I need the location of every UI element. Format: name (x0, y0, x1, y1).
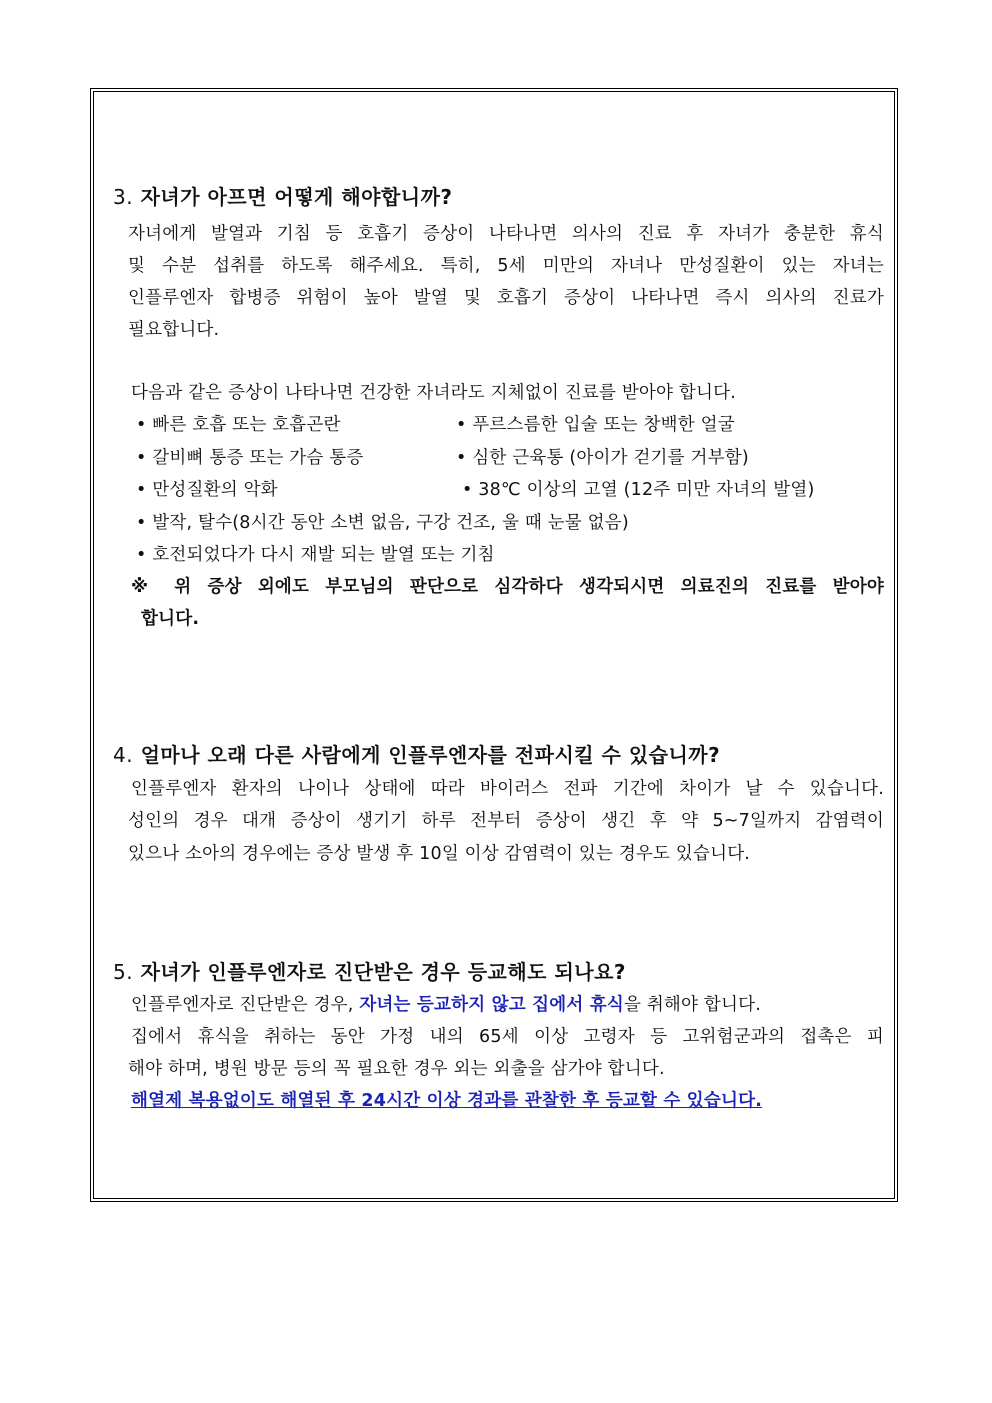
symptom-item: • 발작, 탈수(8시간 동안 소변 없음, 구강 건조, 울 때 눈물 없음) (136, 513, 629, 533)
section4-title: 얼마나 오래 다른 사람에게 인플루엔자를 전파시킬 수 있습니까? (140, 743, 721, 767)
symptom-item: • 갈비뼈 통증 또는 가슴 통증 (136, 448, 364, 468)
section3-line-4: 필요합니다. (128, 320, 220, 340)
symptom-item: • 심한 근육통 (아이가 걷기를 거부함) (456, 448, 749, 468)
section4-heading (113, 739, 720, 768)
section5-title: 자녀가 인플루엔자로 진단받은 경우 등교해도 되나요? (140, 960, 627, 984)
symptom-item: • 38℃ 이상의 고열 (12주 미만 자녀의 발열) (462, 480, 815, 500)
section3-number: 3. (113, 185, 134, 209)
section4-line-2: 성인의 경우 대개 증상이 생기기 하루 전부터 증상이 생긴 후 약 5~7일까지 감염력이 (128, 811, 884, 831)
section5-line-1-suffix: 을 취해야 합니다. (623, 995, 761, 1015)
note-line-2: 합니다. (141, 609, 200, 629)
section5-line-3: 해야 하며, 병원 방문 등의 꼭 필요한 경우 외는 외출을 삼가야 합니다. (128, 1059, 665, 1079)
section5-heading (113, 956, 626, 985)
symptoms-intro: 다음과 같은 증상이 나타나면 건강한 자녀라도 지체없이 진료를 받아야 합니다. (131, 383, 736, 403)
section5-closing-notice: 해열제 복용없이도 해열된 후 24시간 이상 경과를 관찰한 후 등교할 수 있습니다. (131, 1091, 763, 1111)
symptom-item: • 빠른 호흡 또는 호흡곤란 (136, 415, 341, 435)
section3-line-2: 및 수분 섭취를 하도록 해주세요. 특히, 5세 미만의 자녀나 만성질환이 있는 자녀는 (128, 256, 884, 276)
section4-line-1: 인플루엔자 환자의 나이나 상태에 따라 바이러스 전파 기간에 차이가 날 수 있습니다. (131, 779, 884, 799)
section5-line-2: 집에서 휴식을 취하는 동안 가정 내의 65세 이상 고령자 등 고위험군과의 접촉은 피 (131, 1027, 884, 1047)
section3-heading (113, 181, 453, 210)
section3-line-1: 자녀에게 발열과 기침 등 호흡기 증상이 나타나면 의사의 진료 후 자녀가 충분한 휴식 (128, 224, 884, 244)
note-line-1: ※ 위 증상 외에도 부모님의 판단으로 심각하다 생각되시면 의료진의 진료를 받아야 (131, 577, 884, 597)
section5-line-1 (131, 991, 761, 1016)
section3-title: 자녀가 아프면 어떻게 해야합니까? (140, 185, 453, 209)
section5-highlight-text: 자녀는 등교하지 않고 집에서 휴식 (359, 995, 624, 1015)
section4-line-3: 있으나 소아의 경우에는 증상 발생 후 10일 이상 감염력이 있는 경우도 있습니다. (128, 844, 751, 864)
symptom-item: • 만성질환의 악화 (136, 480, 278, 500)
section5-line-1-prefix: 인플루엔자로 진단받은 경우, (131, 995, 360, 1015)
section3-line-3: 인플루엔자 합병증 위험이 높아 발열 및 호흡기 증상이 나타나면 즉시 의사의 진료가 (128, 288, 884, 308)
symptom-item: • 호전되었다가 다시 재발 되는 발열 또는 기침 (136, 545, 495, 565)
section4-number: 4. (113, 743, 134, 767)
symptom-item: • 푸르스름한 입술 또는 창백한 얼굴 (456, 415, 735, 435)
section5-number: 5. (113, 960, 134, 984)
